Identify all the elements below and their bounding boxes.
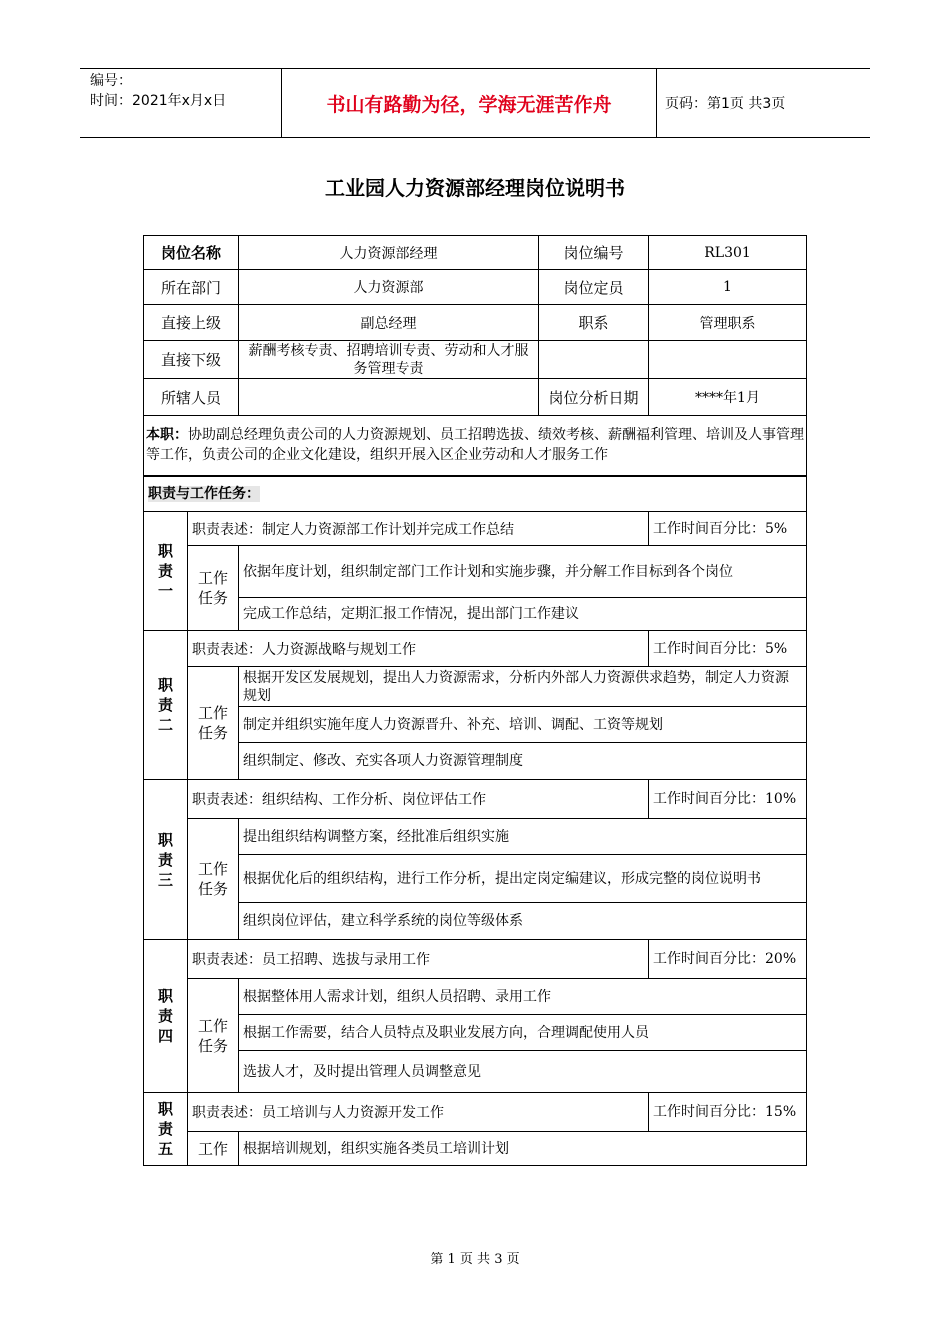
document-title: 工业园人力资源部经理岗位说明书 [325,176,625,200]
value-name: 人力资源部经理 [239,236,539,270]
duty-4-task-1: 根据整体用人需求计划，组织人员招聘、录用工作 [239,979,807,1015]
duty-1-task-1: 依据年度计划，组织制定部门工作计划和实施步骤，并分解工作目标到各个岗位 [239,546,807,598]
duty-4-percent: 工作时间百分比：20% [649,940,807,979]
time-label: 时间：2021年x月x日 [90,93,227,109]
responsibilities-heading: 职责与工作任务： [144,476,807,512]
duty-2-statement: 职责表述：人力资源战略与规划工作 [188,631,649,667]
duty-2-task-3: 组织制定、修改、充实各项人力资源管理制度 [239,743,807,780]
duty-5-task-label: 工作 [188,1132,239,1166]
duty-5-percent: 工作时间百分比：15% [649,1093,807,1132]
label-date: 岗位分析日期 [539,379,649,416]
duty-2-task-1: 根据开发区发展规划，提出人力资源需求，分析内外部人力资源供求趋势，制定人力资源规划 [239,667,807,707]
duty-statement-label: 本职： [146,427,188,444]
duty-5-task-1: 根据培训规划，组织实施各类员工培训计划 [239,1132,807,1166]
label-quota: 岗位定员 [539,270,649,305]
duty-statement [144,416,807,476]
duty-1-task-label: 工作 任务 [188,546,239,631]
label-series: 职系 [539,305,649,341]
label-subordinate: 直接下级 [144,341,239,379]
motto: 书山有路勤为径，学海无涯苦作舟 [281,69,657,137]
duty-2-task-2: 制定并组织实施年度人力资源晋升、补充、培训、调配、工资等规划 [239,707,807,743]
label-governed: 所辖人员 [144,379,239,416]
duty-4-statement: 职责表述：员工招聘、选拔与录用工作 [188,940,649,979]
job-description-table [143,235,807,1166]
value-dept: 人力资源部 [239,270,539,305]
value-quota: 1 [649,270,807,305]
duty-1-percent: 工作时间百分比：5% [649,512,807,546]
duty-5-statement: 职责表述：员工培训与人力资源开发工作 [188,1093,649,1132]
page-footer: 第 1 页 共 3 页 [430,1252,520,1267]
duty-1-task-2: 完成工作总结，定期汇报工作情况，提出部门工作建议 [239,598,807,631]
duty-3-label: 职 责 三 [144,780,188,940]
number-label: 编号： [90,73,132,89]
page-header [80,68,870,138]
duty-3-percent: 工作时间百分比：10% [649,780,807,819]
header-meta [80,69,280,137]
page-label: 页码：第1页 共3页 [665,96,786,112]
value-date: ****年1月 [649,379,807,416]
duty-1-statement: 职责表述：制定人力资源部工作计划并完成工作总结 [188,512,649,546]
empty-cell [649,341,807,379]
duty-3-task-1: 提出组织结构调整方案，经批准后组织实施 [239,819,807,855]
duty-3-task-2: 根据优化后的组织结构，进行工作分析，提出定岗定编建议，形成完整的岗位说明书 [239,855,807,903]
duty-3-task-3: 组织岗位评估，建立科学系统的岗位等级体系 [239,903,807,940]
duty-4-task-3: 选拔人才，及时提出管理人员调整意见 [239,1051,807,1093]
duty-3-task-label: 工作 任务 [188,819,239,940]
label-name: 岗位名称 [144,236,239,270]
duty-3-statement: 职责表述：组织结构、工作分析、岗位评估工作 [188,780,649,819]
value-code: RL301 [649,236,807,270]
value-series: 管理职系 [649,305,807,341]
label-superior: 直接上级 [144,305,239,341]
value-superior: 副总经理 [239,305,539,341]
duty-2-percent: 工作时间百分比：5% [649,631,807,667]
duty-5-label: 职 责 五 [144,1093,188,1166]
value-governed [239,379,539,416]
duty-4-label: 职 责 四 [144,940,188,1093]
value-subordinate: 薪酬考核专责、招聘培训专责、劳动和人才服务管理专责 [239,341,539,379]
empty-cell [539,341,649,379]
duty-2-label: 职 责 二 [144,631,188,780]
duty-2-task-label: 工作 任务 [188,667,239,780]
duty-statement-text: 协助副总经理负责公司的人力资源规划、员工招聘选拔、绩效考核、薪酬福利管理、培训及人事管理等工作，负责公司的企业文化建设，组织开展入区企业劳动和人才服务工作 [146,427,804,464]
duty-4-task-label: 工作 任务 [188,979,239,1093]
label-dept: 所在部门 [144,270,239,305]
duty-1-label: 职 责 一 [144,512,188,631]
label-code: 岗位编号 [539,236,649,270]
duty-4-task-2: 根据工作需要，结合人员特点及职业发展方向，合理调配使用人员 [239,1015,807,1051]
